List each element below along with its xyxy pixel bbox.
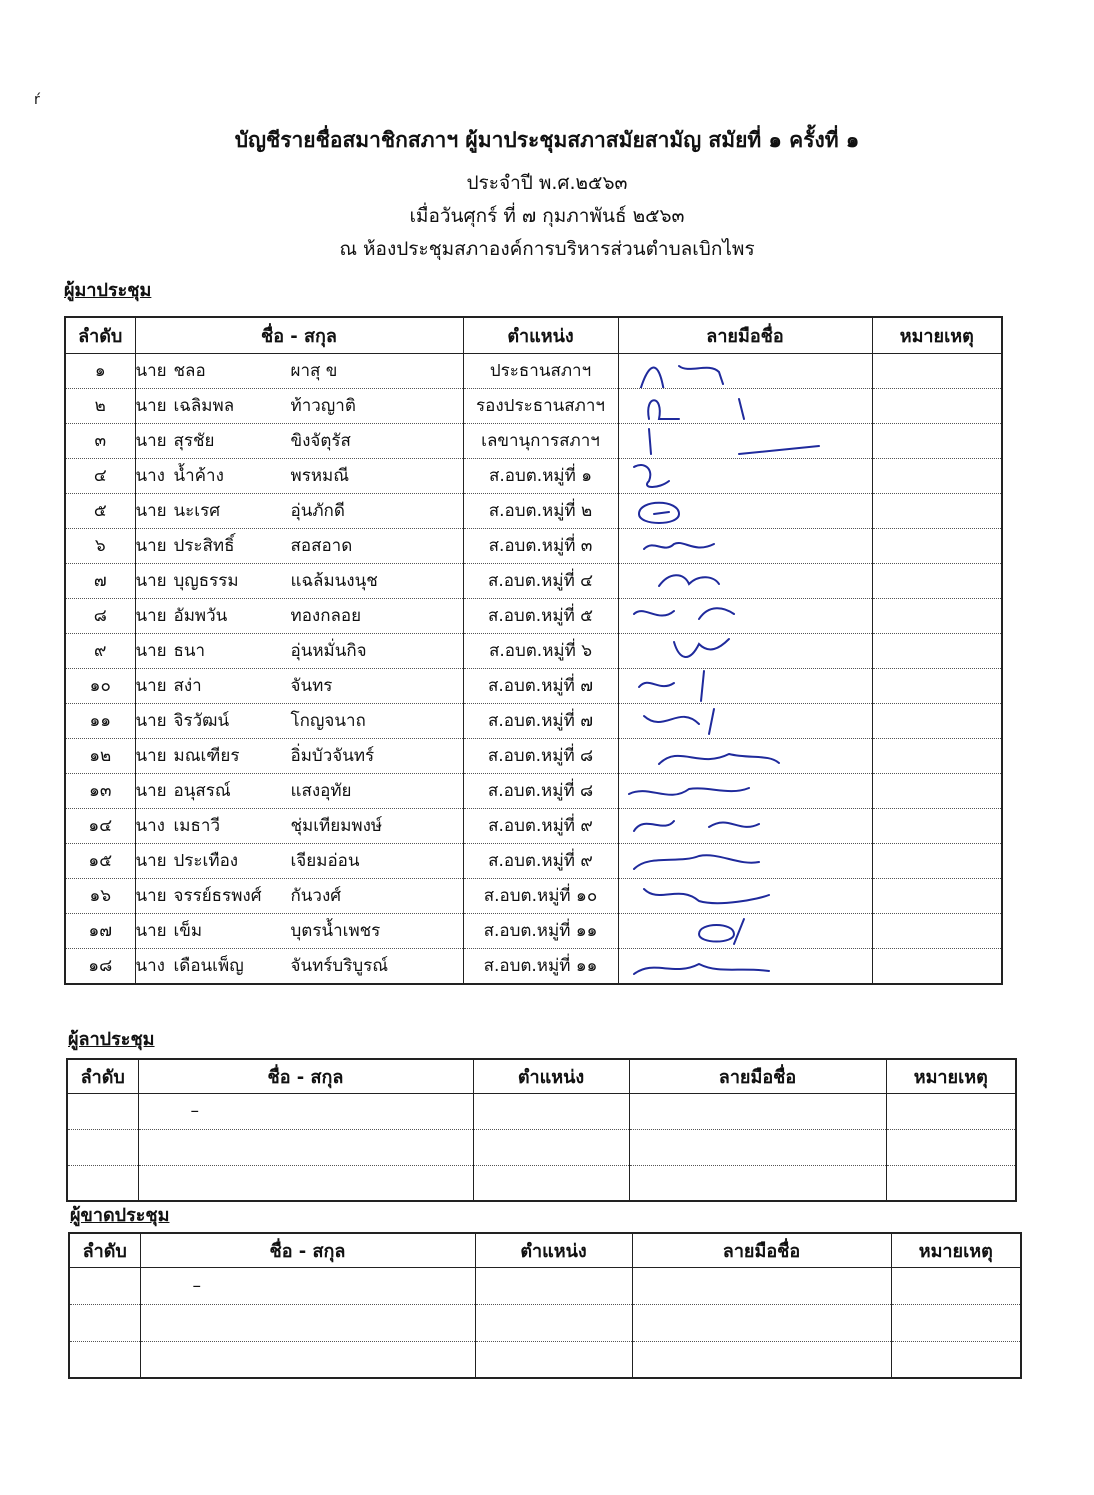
remark-cell [872, 353, 1002, 388]
member-title: นาย [135, 676, 167, 696]
remark-cell [872, 423, 1002, 458]
member-position: ส.อบต.หมู่ที่ ๓ [463, 528, 618, 563]
member-title: นาย [135, 536, 167, 556]
col-header-no: ลำดับ [67, 1059, 138, 1093]
signature-scribble [619, 494, 869, 528]
signature [618, 668, 872, 703]
remark-cell [872, 773, 1002, 808]
member-first-name: เดือนเพ็ญ [173, 956, 244, 976]
signature [618, 808, 872, 843]
row-number: ๑๒ [65, 738, 135, 773]
signature [618, 913, 872, 948]
remark-cell [872, 668, 1002, 703]
member-position: ส.อบต.หมู่ที่ ๙ [463, 843, 618, 878]
signature [618, 563, 872, 598]
member-position: ส.อบต.หมู่ที่ ๘ [463, 773, 618, 808]
member-title: นาย [135, 851, 167, 871]
table-row [65, 738, 1002, 773]
meeting-date: เมื่อวันศุกร์ ที่ ๗ กุมภาพันธ์ ๒๕๖๓ [409, 205, 685, 227]
member-first-name: สุรชัย [173, 431, 215, 451]
table-row [65, 423, 1002, 458]
empty-dash: – [140, 1267, 475, 1304]
table-row [65, 913, 1002, 948]
signature [618, 353, 872, 388]
row-number: ๑๗ [65, 913, 135, 948]
signature-scribble [619, 704, 869, 738]
signature-scribble [619, 459, 869, 493]
signature [618, 423, 872, 458]
col-header-name: ชื่อ - สกุล [140, 1233, 475, 1267]
signature [618, 598, 872, 633]
member-position: ส.อบต.หมู่ที่ ๒ [463, 493, 618, 528]
signature-scribble [619, 564, 869, 598]
member-last-name: จันทร์บริบูรณ์ [290, 956, 389, 976]
table-row [65, 458, 1002, 493]
col-header-position: ตำแหน่ง [473, 1059, 629, 1093]
col-header-no: ลำดับ [65, 317, 135, 353]
member-last-name: ทองกลอย [290, 606, 362, 626]
member-title: นาย [135, 396, 167, 416]
member-first-name: มณเฑียร [173, 746, 240, 766]
remark-cell [872, 703, 1002, 738]
empty-dash: – [138, 1093, 473, 1129]
member-name [135, 738, 463, 773]
remark-cell [872, 808, 1002, 843]
signature [618, 773, 872, 808]
signature-scribble [619, 949, 869, 983]
col-header-remark: หมายเหตุ [891, 1233, 1021, 1267]
col-header-position: ตำแหน่ง [463, 317, 618, 353]
member-last-name: อิ่มบัวจันทร์ [290, 746, 375, 766]
remark-cell [872, 633, 1002, 668]
table-row [65, 843, 1002, 878]
member-title: นาย [135, 431, 167, 451]
member-first-name: น้ำค้าง [173, 466, 224, 486]
member-title: นาง [135, 956, 165, 976]
member-position: ส.อบต.หมู่ที่ ๗ [463, 703, 618, 738]
table-row [69, 1304, 1021, 1341]
absent-label: ผู้ขาดประชุม [70, 1205, 170, 1226]
member-last-name: บุตรน้ำเพชร [290, 921, 381, 941]
member-last-name: ชุ่มเทียมพงษ์ [290, 816, 383, 836]
signature [618, 738, 872, 773]
signature [618, 458, 872, 493]
member-position: ส.อบต.หมู่ที่ ๗ [463, 668, 618, 703]
member-title: นาย [135, 361, 167, 381]
table-row [67, 1129, 1016, 1165]
table-row [65, 668, 1002, 703]
row-number: ๑ [65, 353, 135, 388]
member-last-name: เจียมอ่อน [290, 851, 360, 871]
signature-scribble [619, 844, 869, 878]
member-name [135, 773, 463, 808]
row-number: ๑๕ [65, 843, 135, 878]
signature-scribble [619, 774, 869, 808]
remark-cell [872, 948, 1002, 984]
member-position: ส.อบต.หมู่ที่ ๕ [463, 598, 618, 633]
member-first-name: นะเรศ [173, 501, 220, 521]
member-last-name: ขิงจัตุรัส [290, 431, 351, 451]
member-position: ส.อบต.หมู่ที่ ๑ [463, 458, 618, 493]
table-row [67, 1093, 1016, 1129]
member-title: นาย [135, 781, 167, 801]
member-name [135, 458, 463, 493]
member-first-name: ธนา [173, 641, 206, 661]
signature [618, 703, 872, 738]
col-header-name: ชื่อ - สกุล [138, 1059, 473, 1093]
col-header-signature: ลายมือชื่อ [618, 317, 872, 353]
remark-cell [872, 913, 1002, 948]
col-header-name: ชื่อ - สกุล [135, 317, 463, 353]
member-title: นาง [135, 466, 165, 486]
member-last-name: พรหมณี [290, 466, 350, 486]
member-name [135, 493, 463, 528]
member-name [135, 563, 463, 598]
member-first-name: ประสิทธิ์ [173, 536, 235, 556]
member-name [135, 948, 463, 984]
member-last-name: อุ่นภักดี [290, 501, 345, 521]
row-number: ๘ [65, 598, 135, 633]
member-name [135, 528, 463, 563]
table-row [65, 528, 1002, 563]
member-position: ส.อบต.หมู่ที่ ๑๐ [463, 878, 618, 913]
signature [618, 493, 872, 528]
signature-scribble [619, 634, 869, 668]
member-last-name: กันวงศ์ [290, 886, 342, 906]
remark-cell [872, 493, 1002, 528]
signature-scribble [619, 669, 869, 703]
table-row [65, 563, 1002, 598]
table-row [65, 598, 1002, 633]
remark-cell [872, 598, 1002, 633]
signature [618, 528, 872, 563]
table-row [65, 948, 1002, 984]
signature [618, 633, 872, 668]
member-name [135, 843, 463, 878]
document-title: บัญชีรายชื่อสมาชิกสภาฯ ผู้มาประชุมสภาสมัยสามัญ สมัยที่ ๑ ครั้งที่ ๑ [234, 128, 860, 152]
member-first-name: ชลอ [173, 361, 206, 381]
signature-scribble [619, 879, 869, 913]
member-title: นาย [135, 501, 167, 521]
signature-scribble [619, 599, 869, 633]
signature-scribble [619, 424, 869, 458]
member-name [135, 598, 463, 633]
row-number: ๙ [65, 633, 135, 668]
row-number: ๑๔ [65, 808, 135, 843]
leave-label: ผู้ลาประชุม [68, 1029, 155, 1050]
member-last-name: ท้าวญาติ [290, 396, 356, 416]
absent-table [68, 1232, 1022, 1379]
table-row [65, 773, 1002, 808]
member-last-name: จันทร [290, 676, 333, 696]
remark-cell [872, 843, 1002, 878]
member-first-name: เมธาวี [173, 816, 220, 836]
member-first-name: เข็ม [173, 921, 203, 941]
row-number: ๒ [65, 388, 135, 423]
member-title: นาย [135, 921, 167, 941]
signature-scribble [619, 354, 869, 388]
member-first-name: อัมพวัน [173, 606, 228, 626]
remark-cell [872, 388, 1002, 423]
member-title: นาง [135, 816, 165, 836]
member-position: ประธานสภาฯ [463, 353, 618, 388]
attendees-table [64, 316, 1003, 985]
meeting-venue: ณ ห้องประชุมสภาองค์การบริหารส่วนตำบลเบิกไพร [339, 238, 755, 260]
row-number: ๗ [65, 563, 135, 598]
row-number: ๑๘ [65, 948, 135, 984]
col-header-signature: ลายมือชื่อ [629, 1059, 886, 1093]
leave-table [66, 1058, 1017, 1202]
table-row [65, 703, 1002, 738]
member-name [135, 633, 463, 668]
member-position: ส.อบต.หมู่ที่ ๙ [463, 808, 618, 843]
signature-scribble [619, 739, 869, 773]
member-last-name: แฉล้มนงนุช [290, 571, 378, 591]
member-name [135, 913, 463, 948]
member-name [135, 388, 463, 423]
table-row [65, 353, 1002, 388]
member-first-name: เฉลิมพล [173, 396, 235, 416]
row-number: ๑๓ [65, 773, 135, 808]
member-first-name: สง่า [173, 676, 202, 696]
table-row [69, 1267, 1021, 1304]
table-row [65, 633, 1002, 668]
remark-cell [872, 738, 1002, 773]
table-row [69, 1341, 1021, 1378]
member-title: นาย [135, 746, 167, 766]
member-last-name: สอสอาด [290, 536, 353, 556]
member-position: ส.อบต.หมู่ที่ ๑๑ [463, 913, 618, 948]
col-header-no: ลำดับ [69, 1233, 140, 1267]
table-row [65, 878, 1002, 913]
table-row [65, 808, 1002, 843]
member-title: นาย [135, 571, 167, 591]
signature [618, 948, 872, 984]
signature-scribble [619, 529, 869, 563]
table-row [65, 388, 1002, 423]
member-first-name: จรรย์ธรพงศ์ [173, 886, 262, 906]
col-header-remark: หมายเหตุ [872, 317, 1002, 353]
signature-scribble [619, 914, 869, 948]
member-first-name: ประเทือง [173, 851, 239, 871]
member-position: รองประธานสภาฯ [463, 388, 618, 423]
signature [618, 843, 872, 878]
col-header-remark: หมายเหตุ [886, 1059, 1016, 1093]
member-last-name: โกญจนาถ [290, 711, 366, 731]
row-number: ๑๑ [65, 703, 135, 738]
col-header-signature: ลายมือชื่อ [632, 1233, 891, 1267]
table-row [67, 1165, 1016, 1201]
row-number: ๑๖ [65, 878, 135, 913]
row-number: ๕ [65, 493, 135, 528]
remark-cell [872, 878, 1002, 913]
col-header-position: ตำแหน่ง [475, 1233, 632, 1267]
scan-mark: ŕ [34, 92, 40, 108]
member-title: นาย [135, 886, 167, 906]
member-name [135, 423, 463, 458]
member-position: เลขานุการสภาฯ [463, 423, 618, 458]
member-title: นาย [135, 641, 167, 661]
member-name [135, 353, 463, 388]
row-number: ๓ [65, 423, 135, 458]
row-number: ๑๐ [65, 668, 135, 703]
fiscal-year: ประจำปี พ.ศ.๒๕๖๓ [466, 172, 628, 194]
member-position: ส.อบต.หมู่ที่ ๖ [463, 633, 618, 668]
member-last-name: ผาสุ ข [290, 361, 338, 381]
member-first-name: อนุสรณ์ [173, 781, 231, 801]
row-number: ๖ [65, 528, 135, 563]
remark-cell [872, 458, 1002, 493]
signature [618, 878, 872, 913]
table-row [65, 493, 1002, 528]
member-last-name: แสงอุทัย [290, 781, 352, 801]
remark-cell [872, 563, 1002, 598]
member-position: ส.อบต.หมู่ที่ ๔ [463, 563, 618, 598]
remark-cell [872, 528, 1002, 563]
member-last-name: อุ่นหมั่นกิจ [290, 641, 367, 661]
member-name [135, 668, 463, 703]
attendees-label: ผู้มาประชุม [64, 280, 152, 301]
member-position: ส.อบต.หมู่ที่ ๘ [463, 738, 618, 773]
signature-scribble [619, 809, 869, 843]
member-first-name: บุญธรรม [173, 571, 239, 591]
signature [618, 388, 872, 423]
member-title: นาย [135, 606, 167, 626]
member-name [135, 703, 463, 738]
member-position: ส.อบต.หมู่ที่ ๑๑ [463, 948, 618, 984]
signature-scribble [619, 389, 869, 423]
row-number: ๔ [65, 458, 135, 493]
member-title: นาย [135, 711, 167, 731]
member-first-name: จิรวัฒน์ [173, 711, 230, 731]
member-name [135, 878, 463, 913]
member-name [135, 808, 463, 843]
